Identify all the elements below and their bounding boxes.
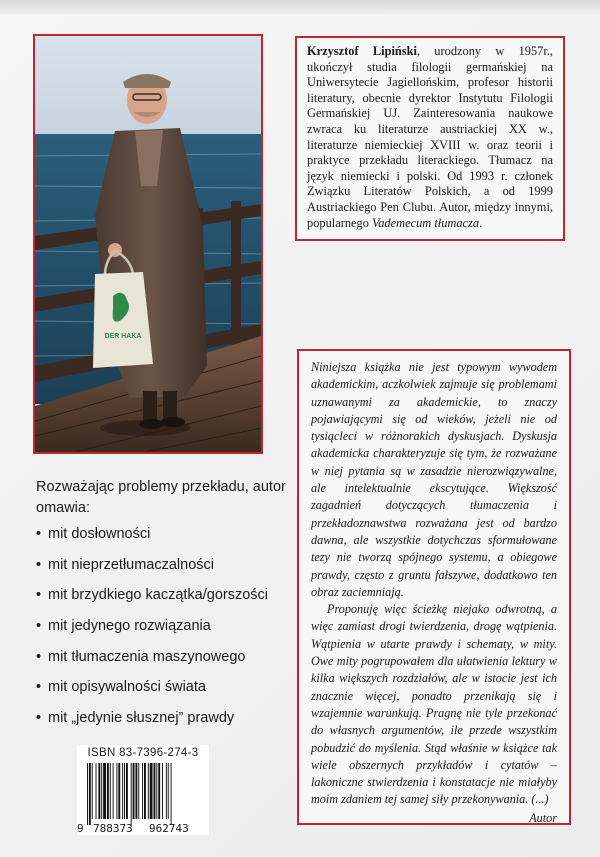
list-item: • mit nieprzetłumaczalności <box>36 556 215 573</box>
barcode-bar <box>138 763 139 819</box>
barcode-bar <box>148 763 149 819</box>
barcode-bar <box>133 763 135 819</box>
barcode-bar <box>107 763 109 819</box>
barcode-bar <box>124 763 125 819</box>
barcode-bar <box>126 763 128 819</box>
barcode-bars <box>87 763 199 825</box>
barcode-bar <box>116 763 117 819</box>
ean-left-group: 788373 <box>93 822 133 835</box>
preface-paragraph-1: Niniejsza książka nie jest typowym wywodem akademickim, aczkolwiek zajmuje się problemami uznawanymi za akademickie, to znaczy pojawiającymi się od wieków, jeżeli nie od tysiącleci w różnorakich dyskusjach. Dyskusja akademicka charakteryzuje się tym, że rozważane w niej pytania są w zasadzie nierozwiązywalne, ale intelektualnie ekscytujące. Większość zagadnień dotyczących tłumaczenia i przekładoznawstwa rozważana jest od bardzo dawna, ale wszystkie dotychczas sformułowane tezy nie tworzą spójnego systemu, a obiegowe prawdy, często z gruntu fałszywe, dodatkowo ten obraz zaciemniają. <box>311 360 557 599</box>
bullet-icon: • <box>36 710 42 727</box>
list-item: • mit dosłowności <box>36 526 151 542</box>
author-bio-end: . <box>479 215 483 230</box>
ean-first-digit: 9 <box>77 822 84 835</box>
barcode-bar <box>154 763 156 819</box>
list-item: • mit tłumaczenia maszynowego <box>36 648 246 665</box>
bullet-icon: • <box>36 587 42 604</box>
author-bio-text: , urodzony w 1957r., ukończył studia filologii germańskiej na Uniwersytecie Jagiellońskim, profesor historii literatury, obecnie dyrektor Instytutu Filologii Germańskiej UJ. Zainteresowania naukowe zwraca ku literaturze austriackiej XX w., literaturze niemieckiej XVIII w. oraz teorii i praktyce przekładu literackiego. Tłumacz na język niemiecki i polski. Od 1993 r. członek Związku Literatów Polskich, a od 1999 Austriackiego Pen Clubu. Autor, między innymi, popularnego <box>307 44 553 230</box>
barcode-bar <box>87 763 88 825</box>
list-item: • mit opisywalności świata <box>36 679 206 696</box>
myths-list <box>36 524 268 739</box>
barcode-bar <box>98 763 100 819</box>
bullet-icon: • <box>36 526 42 542</box>
list-item: • mit brzydkiego kaczątka/gorszości <box>36 587 268 604</box>
barcode-bar <box>162 763 163 819</box>
barcode-bar <box>150 763 153 819</box>
bullet-icon: • <box>36 648 42 665</box>
barcode-bar <box>144 763 146 819</box>
barcode-bar <box>92 763 93 819</box>
barcode-bar <box>166 763 167 819</box>
bullet-icon: • <box>36 618 42 635</box>
isbn-number: ISBN 83-7396-274-3 <box>87 747 199 759</box>
list-item: • mit jedynego rozwiązania <box>36 618 211 635</box>
list-item: • mit „jedynie słusznej” prawdy <box>36 710 235 727</box>
barcode-bar <box>110 763 111 819</box>
barcode-bar <box>131 763 132 825</box>
bullet-icon: • <box>36 679 42 696</box>
ean-right-group: 962743 <box>149 822 189 835</box>
barcode-bar <box>118 763 120 819</box>
barcode-bar <box>156 763 157 819</box>
preface-signature: Autor <box>529 810 557 825</box>
barcode-bar <box>142 763 143 819</box>
cover-top-edge <box>0 0 600 14</box>
barcode-bar <box>171 763 172 825</box>
author-photo-illustration <box>35 36 261 452</box>
barcode-bar <box>135 763 137 819</box>
barcode-bar <box>158 763 160 819</box>
barcode-bar <box>168 763 169 819</box>
author-book-title: Vademecum tłumacza <box>372 215 480 230</box>
myths-intro: Rozważając problemy przekładu, autor omawia: <box>36 479 286 516</box>
barcode-bar <box>122 763 123 819</box>
preface-paragraph-2: Proponuję więc ścieżkę niejako odwrotną, a więc zamiast drogi twierdzenia, drogę wątpienia. Wątpienia w utarte prawdy i schematy, w mity. Owe mity pogrupowałem dla ułatwienia lektury w kilka większych rozdziałów, ale w istocie jest ich znacznie więcej, ponadto przenikają się i wzajemnie warunkują. Pragnę nie tyle przekonać do własnych argumentów, ile przede wszystkim pobudzić do myślenia. Stąd właśnie w książce tak wiele obszernych przykładów i cytatów – lakoniczne stwierdzenia i konstatacje nie miałyby moim zdaniem tej samej siły przekonywania. (...) <box>311 602 557 807</box>
author-preface-box <box>297 349 571 825</box>
author-bio-box <box>295 36 565 241</box>
barcode-bar <box>113 763 114 819</box>
barcode-bar <box>96 763 97 819</box>
barcode-bar <box>89 763 91 825</box>
author-name: Krzysztof Lipiński <box>307 44 417 58</box>
author-photo <box>33 34 263 454</box>
isbn-barcode <box>77 745 209 835</box>
bullet-icon: • <box>36 556 42 573</box>
barcode-bar <box>101 763 102 819</box>
tote-bag-text: DER HAKA <box>104 333 142 340</box>
barcode-bar <box>103 763 106 819</box>
